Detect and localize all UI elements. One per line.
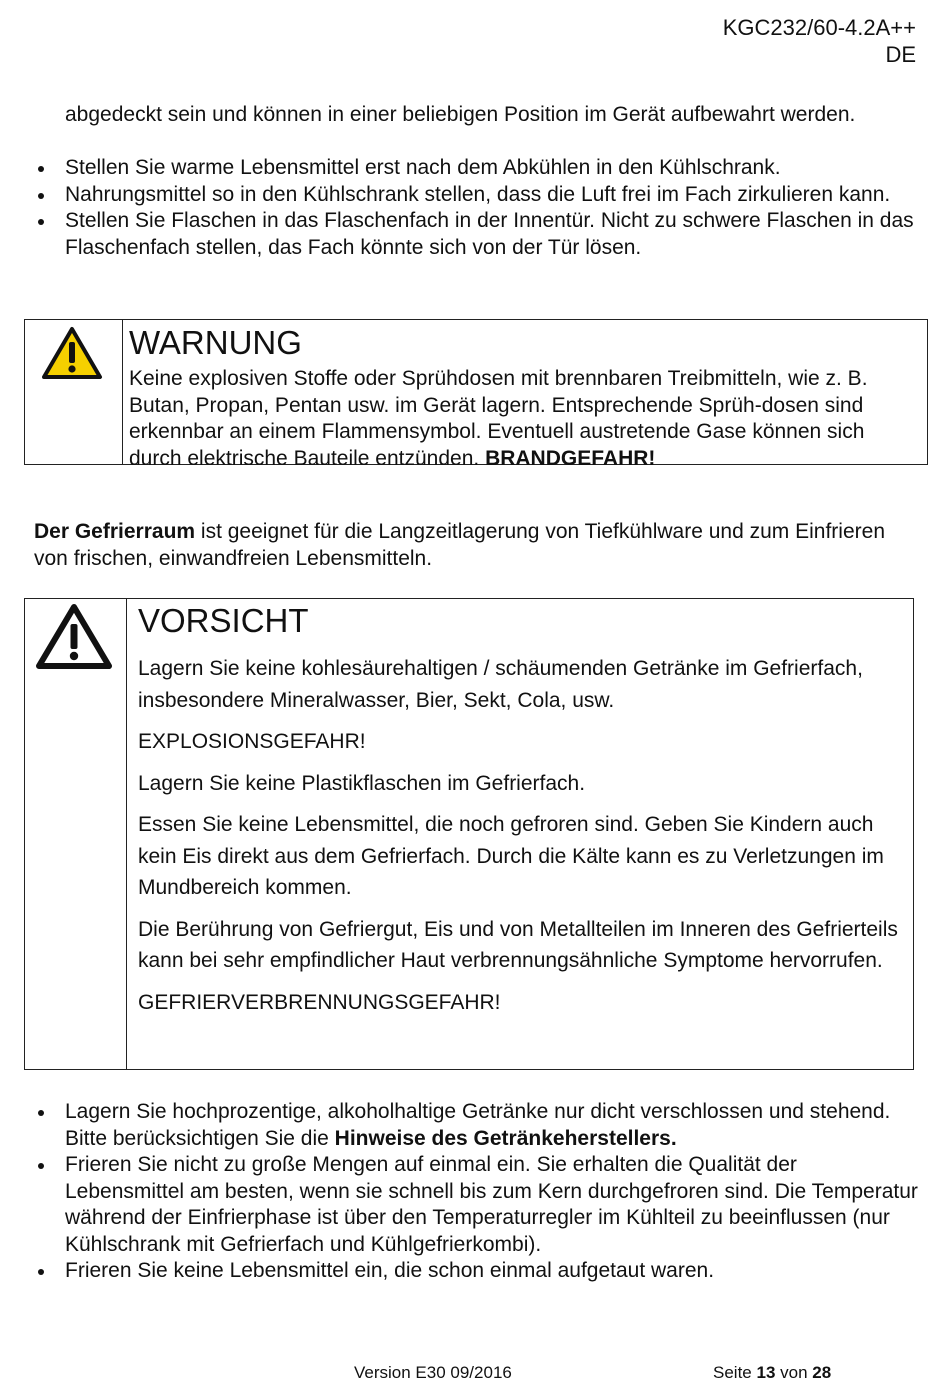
manufacturer-notes: Hinweise des Getränkeherstellers. xyxy=(334,1126,677,1150)
intro-continuation: abgedeckt sein und können in einer beliebigen Position im Gerät aufbewahrt werden. xyxy=(65,103,856,126)
list-item: Frieren Sie keine Lebensmittel ein, die schon einmal aufgetaut waren. xyxy=(34,1258,919,1285)
list-item xyxy=(34,1099,919,1152)
warning-text xyxy=(129,366,911,472)
caution-paragraph: Die Berührung von Gefriergut, Eis und von Metallteilen im Inneren des Gefrierteils kann bei sehr empfindlicher Haut verbrennungsähnliche Symptome hervorrufen. xyxy=(138,917,898,972)
warning-icon-cell xyxy=(25,320,123,464)
freezer-term: Der Gefrierraum xyxy=(34,520,196,543)
caution-paragraph: EXPLOSIONSGEFAHR! xyxy=(138,730,366,753)
page-total: 28 xyxy=(812,1363,832,1382)
page-current: 13 xyxy=(756,1363,776,1382)
footer-page-number xyxy=(713,1362,831,1384)
freezer-paragraph xyxy=(34,519,914,572)
list-item: Nahrungsmittel so in den Kühlschrank stellen, dass die Luft frei im Fach zirkulieren kann. xyxy=(34,182,919,209)
warning-body: Keine explosiven Stoffe oder Sprühdosen mit brennbaren Treibmitteln, wie z. B. Butan, Propan, Pentan usw. im Gerät lagern. Entsprechende Sprüh-dosen sind erkennbar an einem Flammensymbol. Eventuell austretende Gase können sich durch elektrische Bauteile entzünden. xyxy=(129,367,868,470)
caution-box xyxy=(24,598,914,1070)
caution-content xyxy=(138,599,913,1069)
list-item: Stellen Sie warme Lebensmittel erst nach dem Abkühlen in den Kühlschrank. xyxy=(34,155,919,182)
warning-title: WARNUNG xyxy=(129,324,302,361)
caution-title: VORSICHT xyxy=(138,602,309,639)
caution-icon-cell xyxy=(25,599,127,1069)
caution-paragraph: Lagern Sie keine Plastikflaschen im Gefrierfach. xyxy=(138,771,586,795)
page-of: von xyxy=(775,1363,813,1382)
list-item: Frieren Sie nicht zu große Mengen auf einmal ein. Sie erhalten die Qualität der Lebensmittel am besten, wenn sie schnell bis zum Kern durchgefroren sind. Die Temperatur während der Einfrierphase ist über den Temperaturregler im Kühlteil zu beeinflussen (nur Kühlschrank mit Gefrierfach und Kühlgefrierkombi). xyxy=(34,1152,919,1258)
freezer-text: ist geeignet für die Langzeitlagerung von Tiefkühlware und zum Einfrieren von frischen, einwandfreien Lebensmitteln. xyxy=(34,520,885,570)
document-header xyxy=(723,14,916,68)
language-code: DE xyxy=(885,42,916,67)
footer-version: Version E30 09/2016 xyxy=(354,1363,512,1382)
caution-paragraph: Essen Sie keine Lebensmittel, die noch gefroren sind. Geben Sie Kindern auch kein Eis direkt aus dem Gefrierfach. Durch die Kälte kann es zu Verletzungen im Mundbereich kommen. xyxy=(138,813,884,899)
warning-triangle-icon xyxy=(41,326,103,380)
warning-content xyxy=(129,320,927,470)
warning-box xyxy=(24,319,928,470)
caution-triangle-icon xyxy=(35,602,113,670)
fire-hazard-label: BRANDGEFAHR! xyxy=(485,446,656,470)
list-item-text: Lagern Sie hochprozentige, alkoholhaltige Getränke nur dicht verschlossen und stehend. Bitte berücksichtigen Sie die xyxy=(65,1100,891,1150)
model-number: KGC232/60-4.2A++ xyxy=(722,15,916,40)
caution-paragraph: Lagern Sie keine kohlesäurehaltigen / schäumenden Getränke im Gefrierfach, insbesondere Mineralwasser, Bier, Sekt, Cola, usw. xyxy=(138,657,863,712)
bullet-list-top xyxy=(34,155,919,261)
bullet-list-bottom xyxy=(34,1099,919,1285)
caution-paragraph: GEFRIERVERBRENNUNGSGEFAHR! xyxy=(138,990,501,1014)
list-item: Stellen Sie Flaschen in das Flaschenfach in der Innentür. Nicht zu schwere Flaschen in das Flaschenfach stellen, das Fach könnte sich von der Tür lösen. xyxy=(34,208,919,261)
page-label: Seite xyxy=(713,1363,757,1382)
